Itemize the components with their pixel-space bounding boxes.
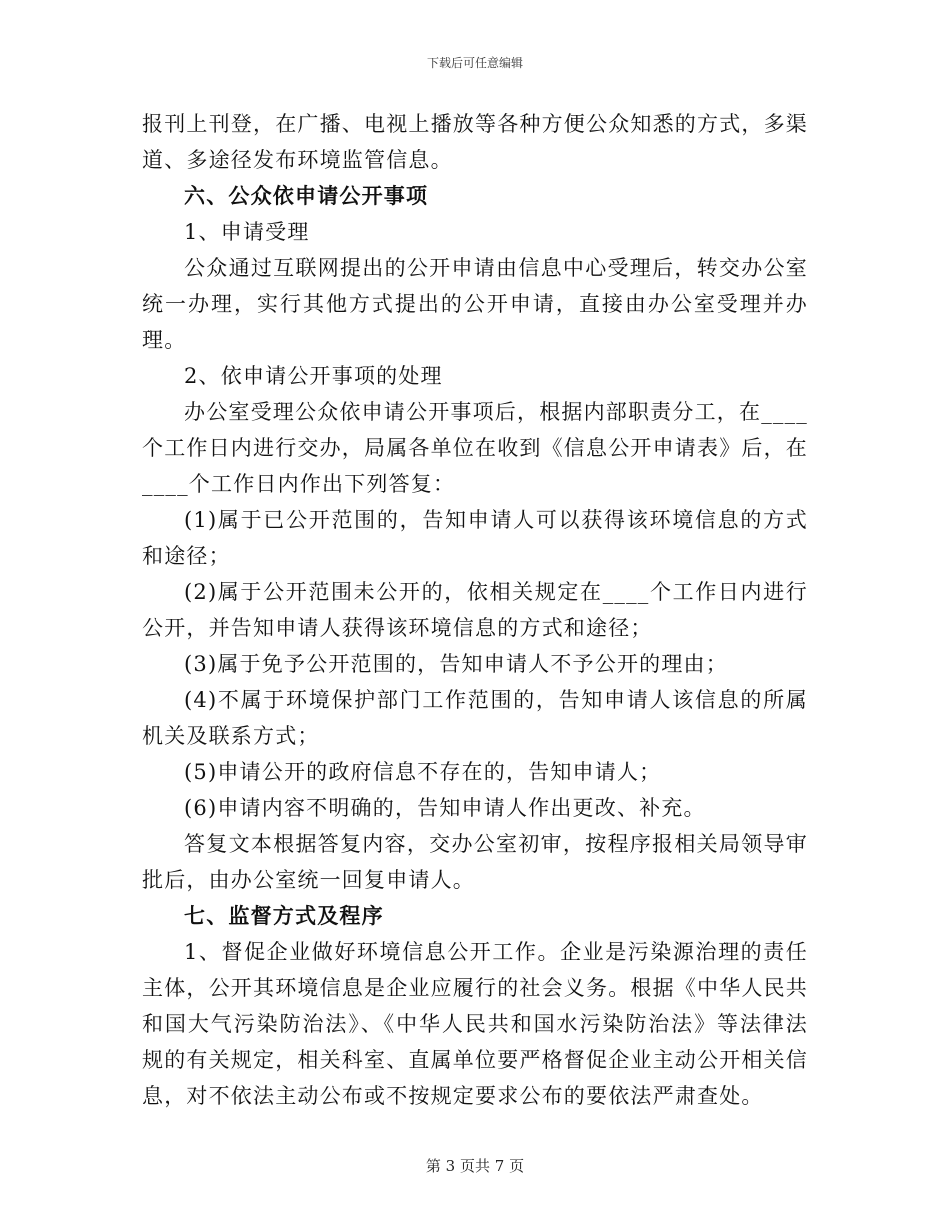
list-item-4: (4)不属于环境保护部门工作范围的，告知申请人该信息的所属机关及联系方式； [142,688,808,748]
page-header: 下载后可任意编辑 [426,56,523,70]
paragraph-reply-review: 答复文本根据答复内容，交办公室初审，按程序报相关局领导审批后，由办公室统一回复申请人。 [142,832,808,892]
list-item-5: (5)申请公开的政府信息不存在的，告知申请人； [184,760,662,784]
section-heading-6: 六、公众依申请公开事项 [184,183,429,208]
document-body [142,106,808,1114]
section-heading-7: 七、监督方式及程序 [184,903,384,928]
paragraph-acceptance-detail: 公众通过互联网提出的公开申请由信息中心受理后，转交办公室统一办理，实行其他方式提出的公开申请，直接由办公室受理并办理。 [142,256,808,352]
list-item-6: (6)申请内容不明确的，告知申请人作出更改、补充。 [184,796,706,820]
list-item-2: (2)属于公开范围未公开的，依相关规定在____个工作日内进行公开，并告知申请人获得该环境信息的方式和途径； [142,580,808,640]
subheading-application-acceptance: 1、申请受理 [184,220,310,244]
paragraph-handling-detail: 办公室受理公众依申请公开事项后，根据内部职责分工，在____个工作日内进行交办，局属各单位在收到《信息公开申请表》后，在____个工作日内作出下列答复： [142,400,808,496]
list-item-3: (3)属于免予公开范围的，告知申请人不予公开的理由； [184,652,728,676]
list-item-1: (1)属于已公开范围的，告知申请人可以获得该环境信息的方式和途径； [142,508,808,568]
paragraph-supervision: 1、督促企业做好环境信息公开工作。企业是污染源治理的责任主体，公开其环境信息是企业应履行的社会义务。根据《中华人民共和国大气污染防治法》、《中华人民共和国水污染防治法》等法律法规的有关规定，相关科室、直属单位要严格督促企业主动公开相关信息，对不依法主动公布或不按规定要求公布的要依法严肃查处。 [142,940,808,1108]
page-number: 第 3 页共 7 页 [425,1157,525,1175]
paragraph-continuation: 报刊上刊登，在广播、电视上播放等各种方便公众知悉的方式，多渠道、多途径发布环境监管信息。 [142,112,808,172]
subheading-application-handling: 2、依申请公开事项的处理 [184,364,443,388]
